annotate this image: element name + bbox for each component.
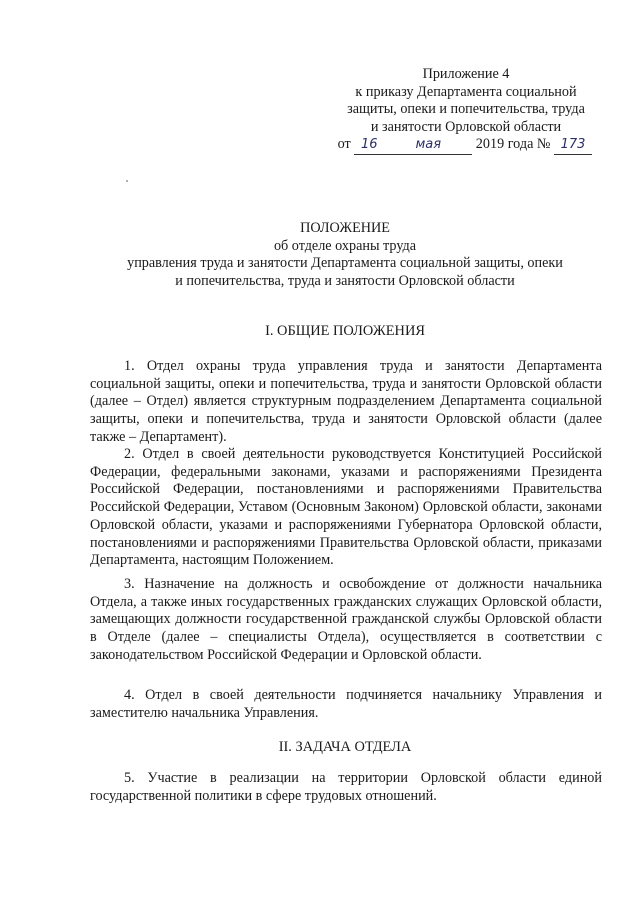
paragraph: 1. Отдел охраны труда управления труда и занятости Департамента социальной защиты, опеки и попечительства, труда и занятости Орловской области (далее – Отдел) является структурным подразделением Департамента социальной защиты, опеки и попечительства, труда и занятости Орловской области (далее также – Департамент). [90,358,602,445]
appendix-header [330,66,602,155]
handwritten-month: мая [384,136,472,155]
appendix-line: и занятости Орловской области [370,118,562,135]
title-main: ПОЛОЖЕНИЕ [300,220,390,236]
handwritten-day: 16 [354,136,384,155]
document-title [90,220,600,290]
title-line: и попечительства, труда и занятости Орловской области [175,272,515,289]
date-year: 2019 года № [475,136,551,153]
paragraph: 4. Отдел в своей деятельности подчиняется начальнику Управления и заместителю начальника Управления. [90,687,602,721]
appendix-title: Приложение 4 [422,66,510,82]
title-line: управления труда и занятости Департамента социальной защиты, опеки [127,255,563,272]
date-prefix: от [337,136,351,153]
handwritten-order-number: 173 [554,136,592,155]
title-line: об отделе охраны труда [273,237,417,254]
paragraph: 3. Назначение на должность и освобождение от должности начальника Отдела, а также иных государственных гражданских служащих Орловской области, замещающих должности государственной гражданской службы Орловской области в Отделе (далее – специалисты Отдела), осуществляется в соответствии с законодательством Российской Федерации и Орловской области. [90,576,602,663]
order-date-line [330,136,602,155]
section-heading: II. ЗАДАЧА ОТДЕЛА [278,739,412,755]
scan-speck [126,180,128,182]
appendix-line: к приказу Департамента социальной [355,83,577,100]
appendix-line: защиты, опеки и попечительства, труда [347,101,585,118]
paragraph: 5. Участие в реализации на территории Орловской области единой государственной политики в сфере трудовых отношений. [90,770,602,804]
section-heading: I. ОБЩИЕ ПОЛОЖЕНИЯ [265,323,425,339]
paragraph: 2. Отдел в своей деятельности руководствуется Конституцией Российской Федерации, федеральными законами, указами и распоряжениями Президента Российской Федерации, постановлениями и распоряжениями Правительства Российской Федерации, Уставом (Основным Законом) Орловской области, законами Орловской области, указами и распоряжениями Губернатора Орловской области, постановлениями и распоряжениями Правительства Орловской области, приказами Департамента, настоящим Положением. [90,446,602,569]
